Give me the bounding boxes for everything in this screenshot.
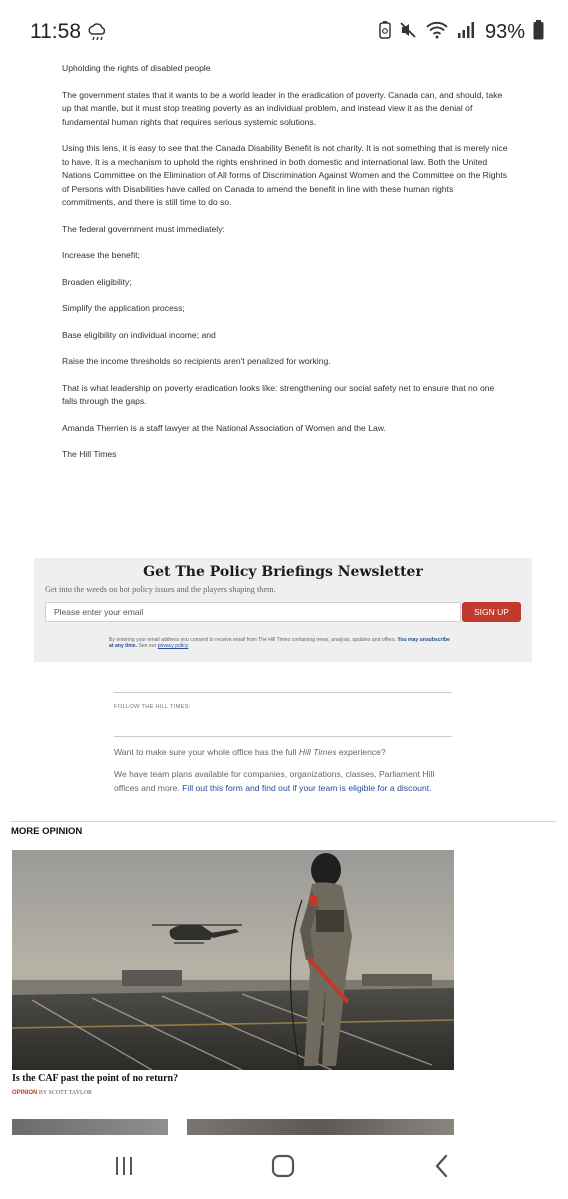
- email-input[interactable]: [45, 602, 461, 622]
- publication-credit: The Hill Times: [62, 449, 117, 459]
- newsletter-signup: [34, 558, 532, 662]
- team-question-emphasis: Hill Times: [298, 747, 337, 757]
- next-article-thumbnail[interactable]: [12, 1119, 168, 1135]
- article-body: [62, 62, 508, 475]
- system-nav-bar: [0, 1135, 568, 1199]
- article-card-byline: BY SCOTT TAYLOR: [38, 1090, 93, 1096]
- article-card-image[interactable]: [12, 850, 454, 1070]
- wifi-icon: [425, 21, 449, 44]
- article-paragraph: Broaden eligibility;: [62, 276, 132, 287]
- divider: [114, 736, 452, 737]
- article-card-meta: [12, 1090, 92, 1096]
- article-card-title[interactable]: Is the CAF past the point of no return?: [12, 1073, 179, 1084]
- author-bio: Amanda Therrien is a staff lawyer at the National Association of Women and the Law.: [62, 422, 386, 433]
- article-paragraph: Raise the income thresholds so recipients aren't penalized for working.: [62, 356, 331, 366]
- battery-icon: [533, 20, 544, 45]
- team-plans-description: We have team plans available for companies, organizations, classes, Parliament Hill offices and more.: [114, 769, 435, 793]
- team-plans-question: [114, 747, 386, 757]
- battery-saver-icon: [379, 21, 391, 44]
- signal-icon: [457, 21, 475, 44]
- privacy-policy-link[interactable]: privacy policy: [157, 643, 189, 649]
- article-paragraph: The federal government must immediately:: [62, 223, 225, 234]
- team-question-text: Want to make sure your whole office has the full: [114, 747, 297, 757]
- newsletter-subtitle: Get into the weeds on hot policy issues and the players shaping them.: [45, 585, 276, 594]
- article-paragraph: Increase the benefit;: [62, 250, 140, 260]
- divider: [10, 821, 556, 822]
- consent-text: By entering your email address you consent to receive email from The Hill Times containing news, analysis, updates and offers.: [109, 637, 396, 643]
- cloud-rain-icon: [87, 22, 107, 47]
- team-plans-form-link[interactable]: Fill out this form and find out if your team is eligible for a discount.: [182, 782, 432, 793]
- team-plans-text: [114, 768, 454, 795]
- article-paragraph: That is what leadership on poverty eradication looks like: strengthening our social safety net to ensure that no one falls through the gaps.: [62, 382, 495, 406]
- article-paragraph: Using this lens, it is easy to see that the Canada Disability Benefit is not charity. It is not something that is merely nice to have. It is a mechanism to uphold the rights enshrined in both domestic and international law. Both the United Nations Committee on the Elimination of All forms of Discrimination Against Women and the Committee on the Rights of Persons with Disabilities have called on Canada to amend the benefit in line with these human rights commitments, and there is still time to do so.: [62, 143, 508, 207]
- newsletter-fine-print: [109, 637, 454, 649]
- article-subheading: Upholding the rights of disabled people: [62, 63, 211, 73]
- status-bar: [0, 0, 568, 62]
- newsletter-title: Get The Policy Briefings Newsletter: [143, 564, 423, 580]
- see-our-text: See our: [138, 643, 157, 649]
- home-icon[interactable]: [263, 1149, 303, 1183]
- team-question-text-end: experience?: [338, 747, 386, 757]
- article-paragraph: Base eligibility on individual income; and: [62, 329, 216, 340]
- next-article-thumbnail[interactable]: [187, 1119, 454, 1135]
- status-time: 11:58: [30, 20, 81, 43]
- back-icon[interactable]: [422, 1149, 462, 1183]
- article-paragraph: Simplify the application process;: [62, 303, 185, 313]
- follow-label: FOLLOW THE HILL TIMES:: [114, 704, 191, 710]
- unsubscribe-text: You may unsubscribe at any time.: [109, 637, 450, 649]
- signup-button[interactable]: SIGN UP: [462, 602, 521, 622]
- mute-icon: [399, 21, 417, 44]
- recent-apps-icon[interactable]: [104, 1149, 144, 1183]
- article-paragraph: The government states that it wants to be a world leader in the eradication of poverty. Canada can, and should, take up that mantle, but it must stop treating poverty as an individual problem, and instead view it as the denial of fundamental human rights that requires serious systemic solutions.: [62, 89, 503, 127]
- article-card-category[interactable]: OPINION: [12, 1090, 38, 1096]
- more-opinion-heading: MORE OPINION: [11, 826, 83, 837]
- battery-percent: 93%: [484, 21, 525, 43]
- divider: [114, 692, 452, 693]
